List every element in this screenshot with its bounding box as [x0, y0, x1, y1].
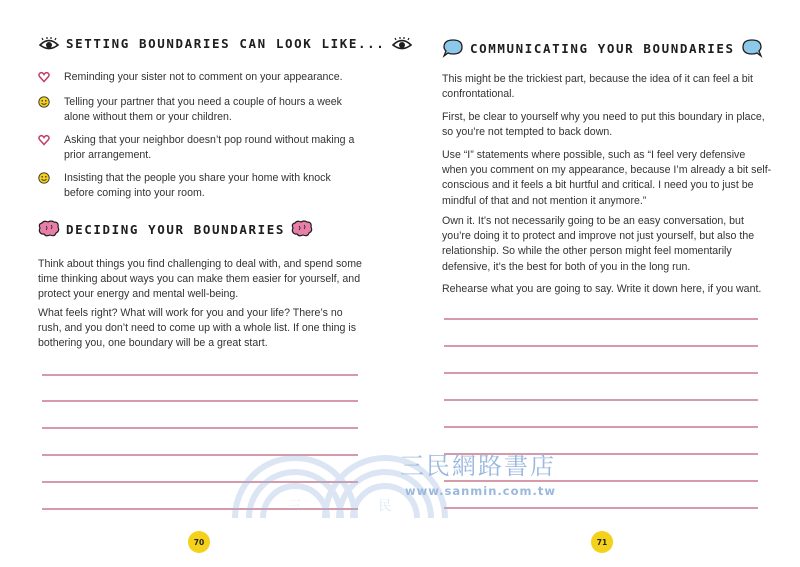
- list-item-text: Insisting that the people you share your home with knock before coming into your room.: [64, 172, 331, 200]
- speech-bubble-icon: [741, 38, 763, 58]
- page-number: 71: [591, 531, 613, 553]
- writing-line: [42, 374, 358, 376]
- list-item: [38, 95, 358, 125]
- heading-text: COMMUNICATING YOUR BOUNDARIES: [470, 40, 735, 56]
- heart-icon: [38, 134, 50, 146]
- communicating-boundaries-heading: [442, 38, 763, 58]
- heading-text: SETTING BOUNDARIES CAN LOOK LIKE...: [66, 36, 386, 51]
- list-item: [38, 70, 358, 85]
- setting-boundaries-heading: [38, 36, 413, 51]
- watermark-glyph: 三: [288, 499, 302, 514]
- paragraph: This might be the trickiest part, because the idea of it can feel a bit confrontational.: [442, 73, 753, 101]
- writing-line: [444, 318, 758, 320]
- list-item: [38, 133, 358, 163]
- list-item-text: Telling your partner that you need a couple of hours a week alone without them or your children.: [64, 96, 342, 124]
- heart-icon: [38, 71, 50, 83]
- brain-icon: [38, 220, 60, 238]
- writing-line: [42, 427, 358, 429]
- page-number: 70: [188, 531, 210, 553]
- writing-line: [444, 345, 758, 347]
- paragraph: Think about things you find challenging to deal with, and spend some time thinking about ways you can make them easier for yourself, and protect your energy and mental well-being.: [38, 258, 362, 301]
- watermark-text: 三民網路書店: [400, 452, 556, 480]
- paragraph: Rehearse what you are going to say. Write it down here, if you want.: [442, 283, 762, 295]
- watermark-url: www.sanmin.com.tw: [405, 484, 556, 498]
- deciding-boundaries-heading: [38, 220, 313, 238]
- list-item-text: Asking that your neighbor doesn’t pop round without making a prior arrangement.: [64, 134, 355, 162]
- writing-line: [42, 400, 358, 402]
- watermark-glyph: 民: [378, 499, 392, 514]
- paragraph: First, be clear to yourself why you need to put this boundary in place, so you’re not tempted to back down.: [442, 111, 765, 139]
- paragraph: Use “I” statements where possible, such as “I feel very defensive when you comment on my appearance, because I’m already a bit self-conscious and it feels a bit hurtful and critical. I need you to just be mindful of that and not mention it anymore.”: [442, 149, 772, 207]
- writing-line: [444, 426, 758, 428]
- list-item: [38, 171, 358, 201]
- paragraph: What feels right? What will work for you and your life? There’s no rush, and you don’t need to come up with a whole list. If one thing is bothering you, one boundary will be a great start.: [38, 307, 357, 350]
- smiley-icon: [38, 96, 50, 108]
- speech-bubble-icon: [442, 38, 464, 58]
- eye-icon: [38, 37, 60, 51]
- heading-text: DECIDING YOUR BOUNDARIES: [66, 221, 286, 237]
- list-item-text: Reminding your sister not to comment on your appearance.: [64, 71, 343, 83]
- brain-icon: [291, 220, 313, 238]
- paragraph: Own it. It’s not necessarily going to be an easy conversation, but you’re doing it to protect and improve not just yourself, but also the relationship. So while the other person might feel momentarily defensive, it’s the best for both of you in the long run.: [442, 215, 755, 273]
- writing-line: [444, 399, 758, 401]
- writing-line: [444, 372, 758, 374]
- smiley-icon: [38, 172, 50, 184]
